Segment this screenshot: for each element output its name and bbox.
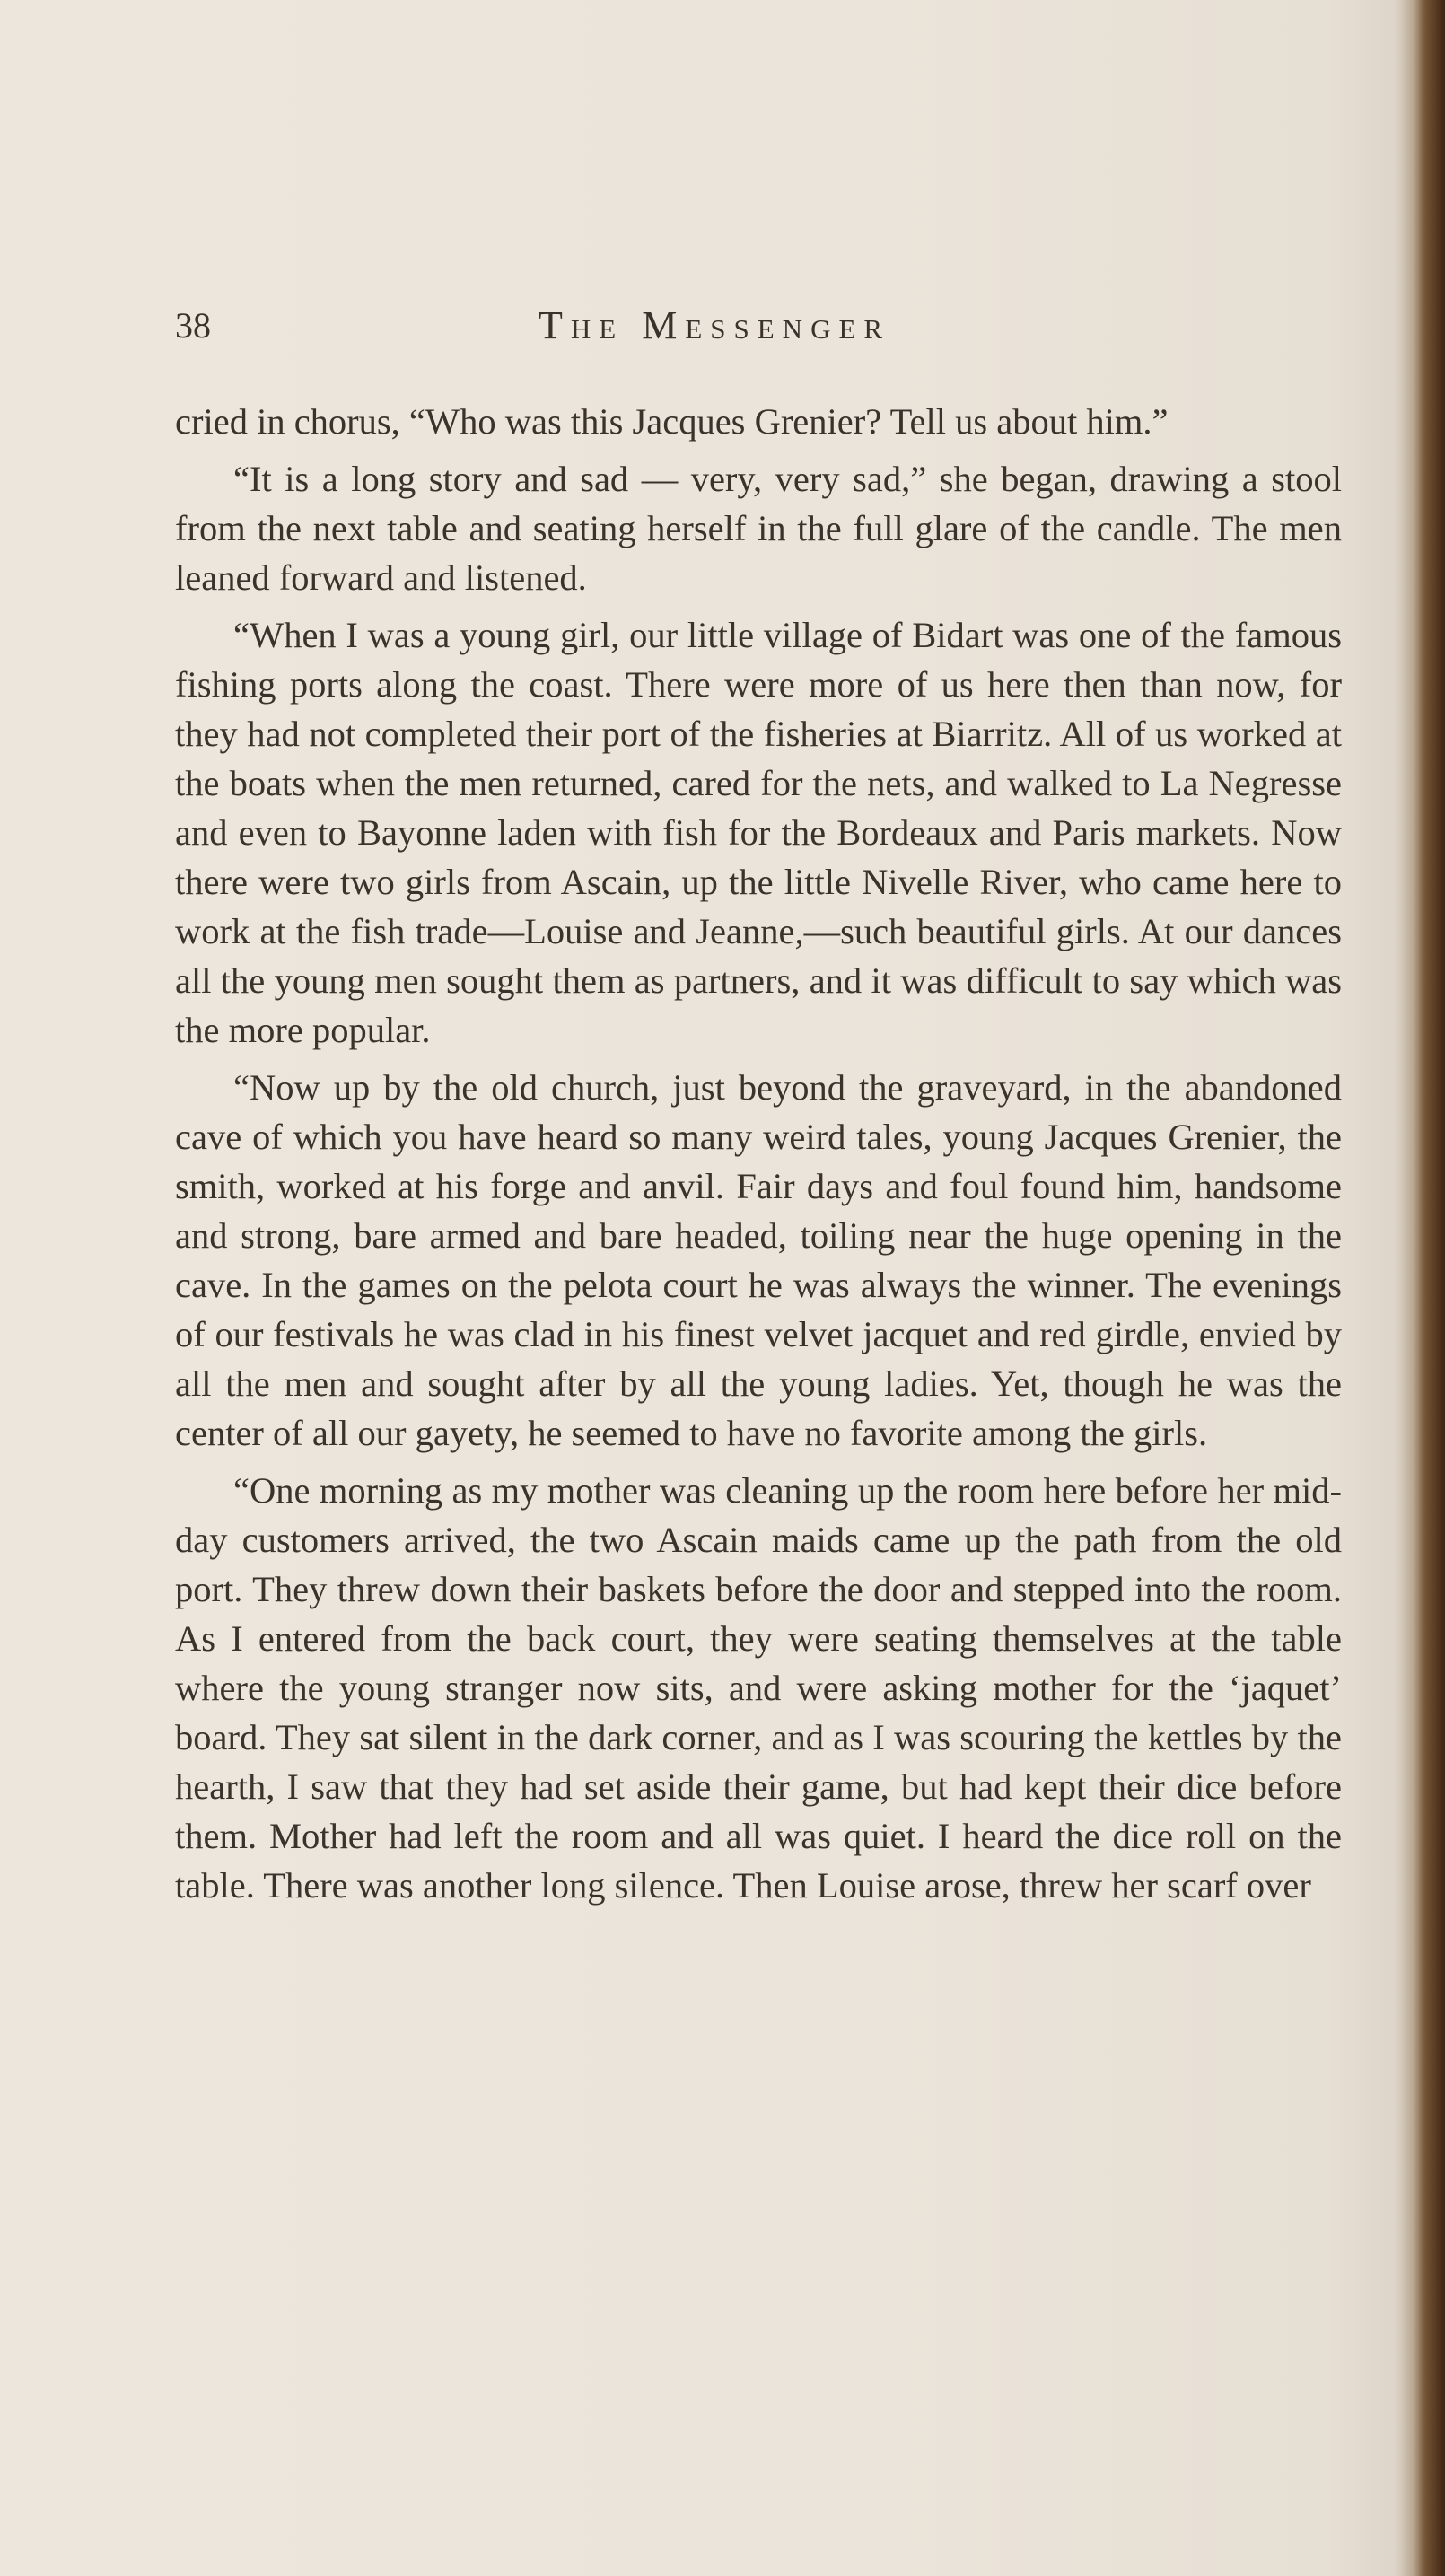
page-header bbox=[175, 301, 1342, 351]
paragraph: cried in chorus, “Who was this Jacques Grenier? Tell us about him.” bbox=[175, 401, 1169, 442]
running-title: The Messenger bbox=[539, 303, 891, 347]
paragraph: “One morning as my mother was cleaning up the room here before her mid-day customers arrived, the two Ascain maids came up the path from the old port. They threw down their baskets before the door and stepped into the room. As I entered from the back court, they were seating themselves at the table where the young stranger now sits, and were asking mother for the ‘jaquet’ board. They sat silent in the dark corner, and as I was scouring the kettles by the hearth, I saw that they had set aside their game, but had kept their dice before them. Mother had left the room and all was quiet. I heard the dice roll on the table. There was another long silence. Then Louise arose, threw her scarf over bbox=[175, 1470, 1342, 1906]
page-number: 38 bbox=[175, 305, 211, 346]
paragraph: “When I was a young girl, our little village of Bidart was one of the famous fishing ports along the coast. There were more of us here then than now, for they had not completed their port of the fisheries at Biarritz. All of us worked at the boats when the men returned, cared for the nets, and walked to La Negresse and even to Bayonne laden with fish for the Bordeaux and Paris markets. Now there were two girls from Ascain, up the little Nivelle River, who came here to work at the fish trade—Louise and Jeanne,—such beautiful girls. At our dances all the young men sought them as partners, and it was difficult to say which was the more popular. bbox=[175, 615, 1342, 1050]
paragraph: “It is a long story and sad — very, very sad,” she began, drawing a stool from the next table and seating herself in the full glare of the candle. The men leaned forward and listened. bbox=[175, 459, 1342, 598]
paragraph: “Now up by the old church, just beyond the graveyard, in the abandoned cave of which you have heard so many weird tales, young Jacques Grenier, the smith, worked at his forge and anvil. Fair days and foul found him, handsome and strong, bare armed and bare headed, toiling near the huge opening in the cave. In the games on the pelota court he was always the winner. The evenings of our festivals he was clad in his finest velvet jacquet and red girdle, envied by all the men and sought after by all the young ladies. Yet, though he was the center of all our gayety, he seemed to have no favorite among the girls. bbox=[175, 1067, 1342, 1453]
page-binding-edge bbox=[1400, 0, 1445, 2576]
body-text bbox=[175, 397, 1342, 1918]
